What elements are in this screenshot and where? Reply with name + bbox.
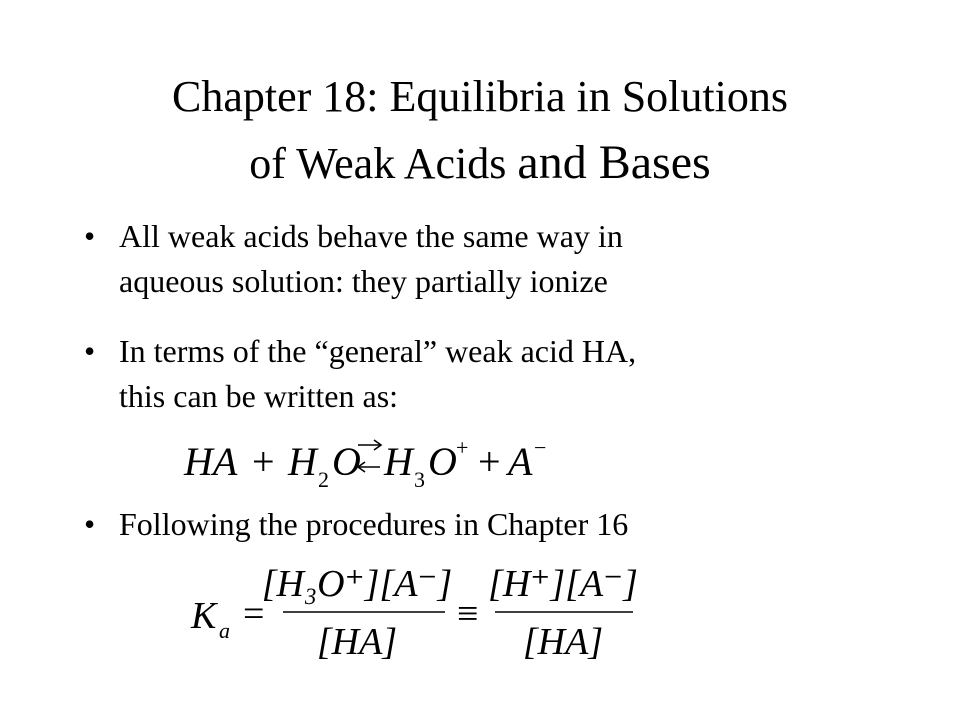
eq1-sub-3: 3 (414, 467, 425, 492)
equilibrium-arrows-icon (358, 440, 381, 472)
title-text-2a: of Weak Acids (249, 139, 507, 188)
eq2-denominator-1: [HA] (316, 621, 398, 663)
eq2-numerator-1: [H₃O⁺][A⁻] (261, 563, 453, 605)
eq1-ha: HA (184, 439, 238, 484)
eq2-k: K (191, 595, 217, 637)
bullet-dot: • (84, 333, 96, 369)
eq1-h3: H (384, 439, 413, 484)
title-text-1: Chapter 18: Equilibria in Solutions (172, 72, 788, 121)
bullet-dot: • (84, 218, 96, 254)
title-text-2b: and Bases (517, 136, 711, 189)
eq2-a-sub: a (219, 618, 230, 643)
eq1-a: A (508, 439, 533, 484)
eq2-equiv: ≡ (457, 593, 479, 635)
eq1-o: O (332, 439, 361, 484)
eq1-o2: O (428, 439, 457, 484)
ka-expression (185, 560, 645, 670)
eq1-sup-minus: − (534, 435, 547, 460)
eq1-plus: + (252, 439, 275, 484)
slide-title-line-2 (40, 136, 920, 189)
eq1-sub-2: 2 (318, 467, 329, 492)
eq2-equals: = (243, 593, 265, 635)
bullet-3-line-1: Following the procedures in Chapter 16 (119, 506, 629, 542)
bullet-1-line-2: aqueous solution: they partially ionize (119, 263, 608, 299)
eq1-plus-2: + (478, 439, 501, 484)
ionization-equation (170, 425, 570, 495)
bullet-dot: • (84, 506, 96, 542)
slide-title-line-1 (40, 72, 920, 121)
eq2-numerator-2: [H⁺][A⁻] (488, 563, 638, 605)
eq1-h: H (288, 439, 317, 484)
eq1-sup-plus: + (456, 435, 469, 460)
eq2-denominator-2: [HA] (522, 621, 604, 663)
bullet-2-line-1: In terms of the “general” weak acid HA, (119, 333, 637, 369)
bullet-1-line-1: All weak acids behave the same way in (119, 218, 623, 254)
bullet-2-line-2: this can be written as: (119, 378, 399, 414)
